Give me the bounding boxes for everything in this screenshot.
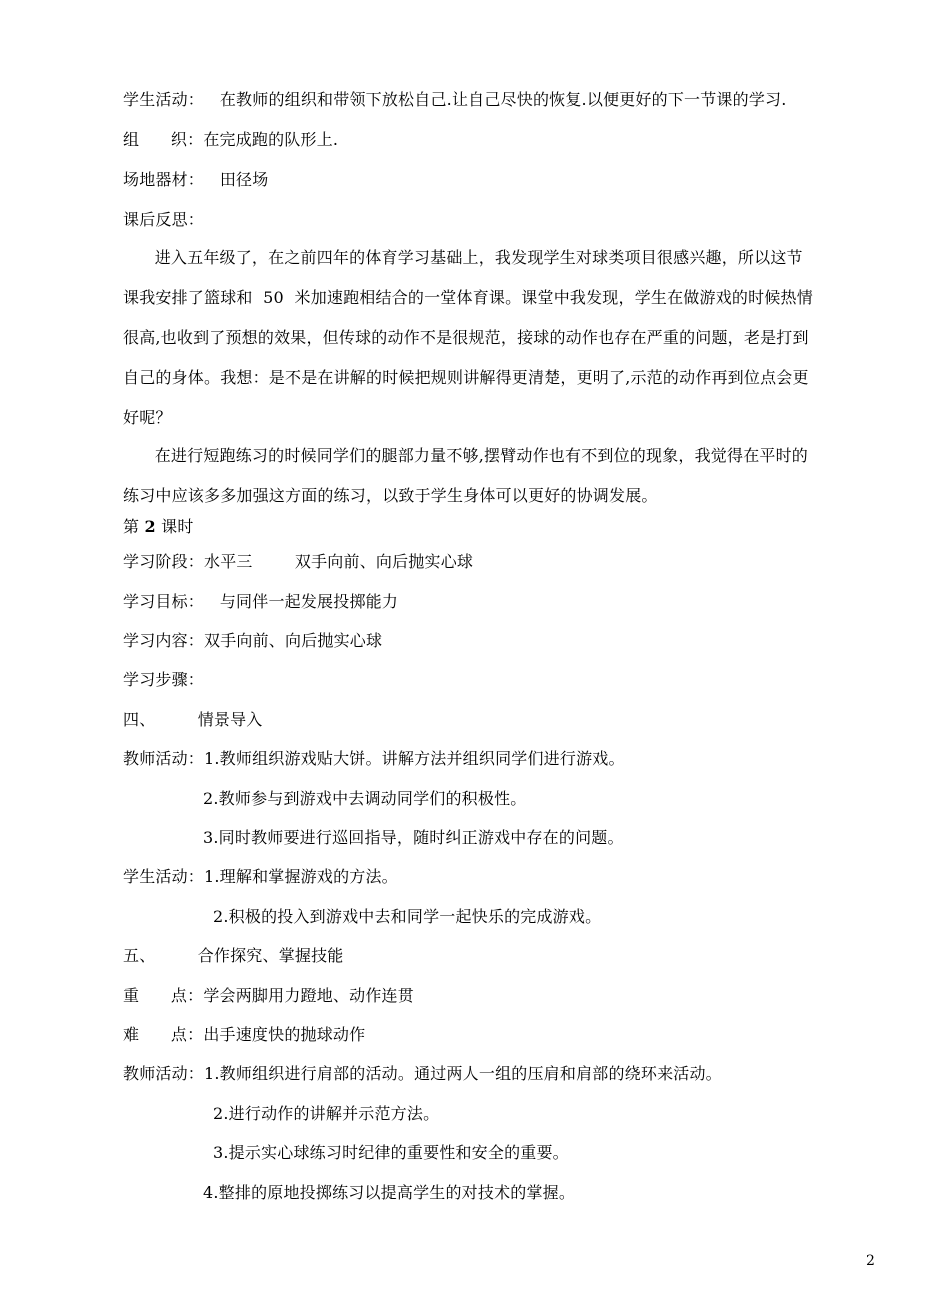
key-point-line: 重 点：学会两脚用力蹬地、动作连贯 (123, 986, 414, 1005)
reflection-paragraph-line-2: 课我安排了篮球和 50 米加速跑相结合的一堂体育课。课堂中我发现，学生在做游戏的时候热情 (123, 288, 813, 307)
lesson-number: 2 (144, 517, 156, 536)
section-four-heading: 四、 情景导入 (123, 710, 263, 729)
reflection-paragraph-line-4: 自己的身体。我想：是不是在讲解的时候把规则讲解得更清楚，更明了,示范的动作再到位点会更 (123, 368, 809, 387)
section-five-heading: 五、 合作探究、掌握技能 (123, 946, 344, 965)
teacher-activity-b3: 3.提示实心球练习时纪律的重要性和安全的重要。 (213, 1143, 569, 1162)
student-activity-1: 学生活动：1.理解和掌握游戏的方法。 (123, 867, 398, 886)
teacher-activity-b2: 2.进行动作的讲解并示范方法。 (213, 1104, 440, 1123)
student-activity-2: 2.积极的投入到游戏中去和同学一起快乐的完成游戏。 (213, 907, 602, 926)
learning-goal-line: 学习目标： 与同伴一起发展投掷能力 (123, 592, 399, 611)
page-number: 2 (866, 1253, 875, 1269)
reflection-heading: 课后反思： (123, 210, 205, 229)
teacher-activity-1: 教师活动：1.教师组织游戏贴大饼。讲解方法并组织同学们进行游戏。 (123, 749, 625, 768)
difficulty-line: 难 点：出手速度快的抛球动作 (123, 1025, 366, 1044)
reflection-paragraph-line-1: 进入五年级了，在之前四年的体育学习基础上，我发现学生对球类项目很感兴趣，所以这节 (123, 248, 803, 267)
teacher-activity-b1: 教师活动：1.教师组织进行肩部的活动。通过两人一组的压肩和肩部的绕环来活动。 (123, 1064, 722, 1083)
learning-content-line: 学习内容：双手向前、向后抛实心球 (123, 631, 383, 650)
reflection-paragraph-line-5: 好呢？ (123, 408, 172, 427)
reflection-paragraph2-line-2: 练习中应该多多加强这方面的练习，以致于学生身体可以更好的协调发展。 (123, 486, 658, 505)
teacher-activity-b4: 4.整排的原地投掷练习以提高学生的对技术的掌握。 (203, 1183, 576, 1202)
teacher-activity-2: 2.教师参与到游戏中去调动同学们的积极性。 (203, 789, 527, 808)
organization-line: 组 织：在完成跑的队形上. (123, 130, 339, 149)
lesson-heading-post: 课时 (155, 517, 194, 536)
reflection-paragraph-line-3: 很高,也收到了预想的效果，但传球的动作不是很规范，接球的动作也存在严重的问题，老是打到 (123, 328, 809, 347)
reflection-paragraph2-line-1: 在进行短跑练习的时候同学们的腿部力量不够,摆臂动作也有不到位的现象，我觉得在平时的 (123, 446, 809, 465)
learning-stage-line: 学习阶段：水平三 双手向前、向后抛实心球 (123, 552, 474, 571)
learning-steps-heading: 学习步骤： (123, 670, 205, 689)
teacher-activity-3: 3.同时教师要进行巡回指导，随时纠正游戏中存在的问题。 (203, 828, 624, 847)
venue-equipment-line: 场地器材： 田径场 (123, 170, 269, 189)
lesson-heading-pre: 第 (123, 517, 145, 536)
student-activity-line: 学生活动： 在教师的组织和带领下放松自己.让自己尽快的恢复.以便更好的下一节课的学习. (123, 90, 787, 109)
lesson-heading (123, 517, 194, 537)
